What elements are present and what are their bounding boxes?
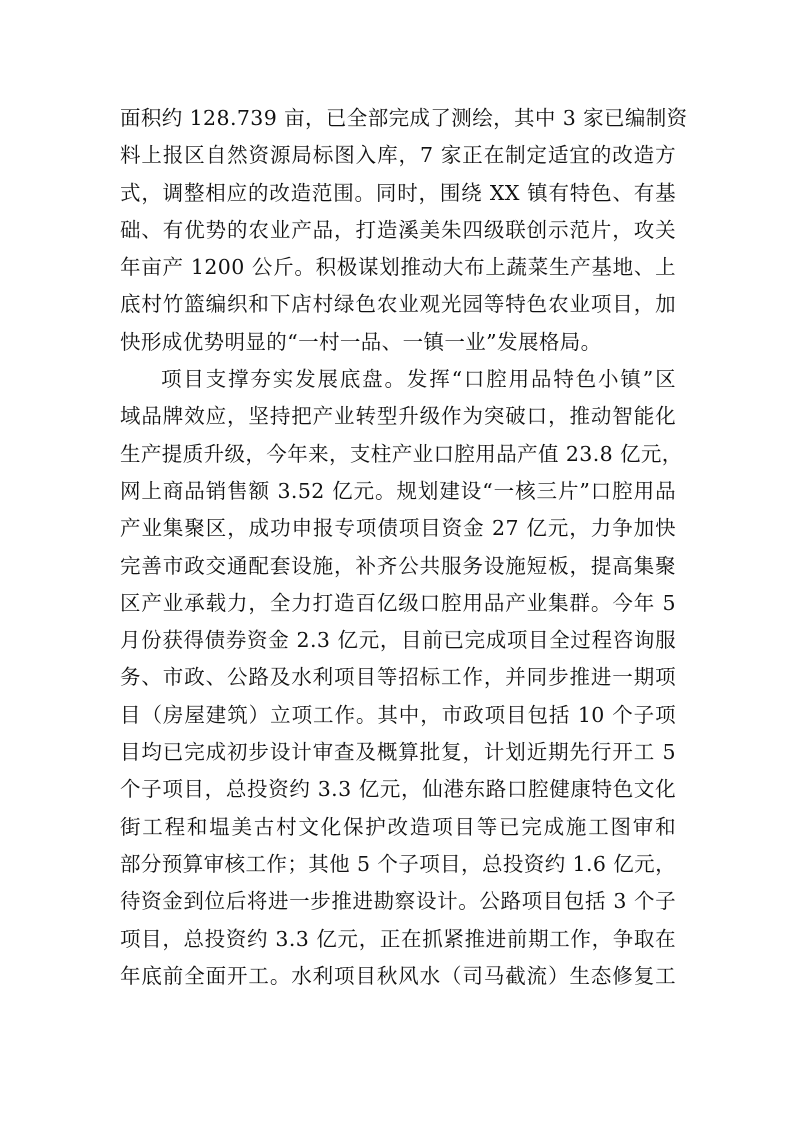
text-line: 务、市政、公路及水利项目等招标工作，并同步推进一期项 xyxy=(120,665,676,690)
text-line: 生产提质升级，今年来，支柱产业口腔用品产值 23.8 亿元， xyxy=(120,441,683,466)
text-line: 部分预算审核工作；其他 5 个子项目，总投资约 1.6 亿元， xyxy=(120,851,676,876)
paragraph-last-line: 快形成优势明显的“一村一品、一镇一业”发展格局。 xyxy=(120,329,602,354)
text-line: 年亩产 1200 公斤。积极谋划推动大布上蔬菜生产基地、上 xyxy=(120,255,676,280)
text-line: 产业集聚区，成功申报专项债项目资金 27 亿元，力争加快 xyxy=(120,516,676,541)
text-line: 待资金到位后将进一步推进勘察设计。公路项目包括 3 个子 xyxy=(120,889,676,914)
body-text xyxy=(120,100,688,995)
text-line: 式，调整相应的改造范围。同时，围绕 XX 镇有特色、有基 xyxy=(120,180,676,205)
text-line: 础、有优势的农业产品，打造溪美朱四级联创示范片，攻关 xyxy=(120,217,676,242)
text-line: 完善市政交通配套设施，补齐公共服务设施短板，提高集聚 xyxy=(120,553,676,578)
paragraph-first-line: 项目支撑夯实发展底盘。发挥“口腔用品特色小镇”区 xyxy=(161,367,676,392)
text-line: 网上商品销售额 3.52 亿元。规划建设“一核三片”口腔用品 xyxy=(120,478,676,503)
text-line: 域品牌效应，坚持把产业转型升级作为突破口，推动智能化 xyxy=(120,404,676,429)
text-line: 目均已完成初步设计审查及概算批复，计划近期先行开工 5 xyxy=(120,740,676,765)
text-line: 项目，总投资约 3.3 亿元，正在抓紧推进前期工作，争取在 xyxy=(120,926,676,951)
text-line: 目（房屋建筑）立项工作。其中，市政项目包括 10 个子项 xyxy=(120,702,676,727)
text-line: 面积约 128.739 亩，已全部完成了测绘，其中 3 家已编制资 xyxy=(120,106,688,130)
text-line: 街工程和塭美古村文化保护改造项目等已完成施工图审和 xyxy=(120,814,676,839)
text-line: 个子项目，总投资约 3.3 亿元，仙港东路口腔健康特色文化 xyxy=(120,777,676,802)
text-line: 月份获得债券资金 2.3 亿元，目前已完成项目全过程咨询服 xyxy=(120,628,676,653)
text-line: 料上报区自然资源局标图入库，7 家正在制定适宜的改造方 xyxy=(120,143,676,168)
text-line: 年底前全面开工。水利项目秋风水（司马截流）生态修复工 xyxy=(120,963,676,988)
text-line: 区产业承载力，全力打造百亿级口腔用品产业集群。今年 5 xyxy=(120,590,676,615)
text-line: 底村竹篮编织和下店村绿色农业观光园等特色农业项目，加 xyxy=(120,292,676,317)
